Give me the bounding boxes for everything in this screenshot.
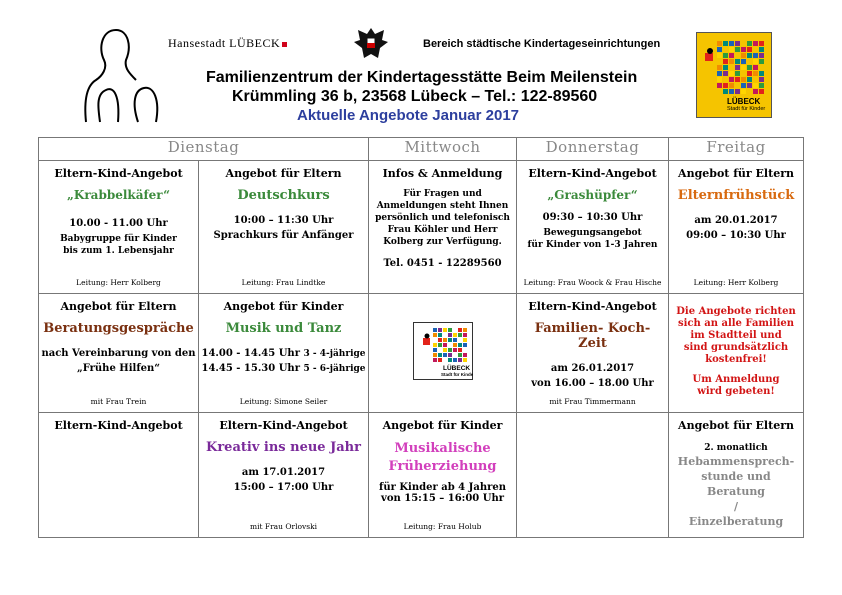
offer-eltern-kind-empty: Eltern-Kind-Angebot [39, 413, 199, 538]
offer-musikalische-frueherziehung: Angebot für Kinder Musikalische Früherziehung für Kinder ab 4 Jahren von 15:15 – 16:00 Uhr Leitung: Frau Holub [369, 413, 517, 538]
day-header-donnerstag: Donnerstag [517, 138, 669, 161]
offer-elternfruehstueck: Angebot für Eltern Elternfrühstück am 20.01.2017 09:00 – 10:30 Uhr Leitung: Herr Kolberg [669, 161, 804, 294]
offer-beratungsgespraeche: Angebot für Eltern Beratungsgespräche nach Vereinbarung von den „Frühe Hilfen“ mit Frau Trein [39, 294, 199, 413]
page-title: Familienzentrum der Kindertagesstätte Beim Meilenstein [206, 69, 638, 86]
offer-musik-und-tanz: Angebot für Kinder Musik und Tanz 14.00 - 14.45 Uhr 3 - 4-jährige 14.45 - 15.30 Uhr 5 - 6-jährige Leitung: Simone Seiler [199, 294, 369, 413]
notice-cell: Die Angebote richten sich an alle Familien im Stadtteil und sind grundsätzlich kostenfrei! Um Anmeldung wird gebeten! [669, 294, 804, 413]
day-header-dienstag: Dienstag [39, 138, 369, 161]
family-silhouette-logo [78, 24, 168, 124]
offer-hebammensprechstunde: Angebot für Eltern 2. monatlich Hebammensprech- stunde und Beratung / Einzelberatung [669, 413, 804, 538]
offer-familien-koch-zeit: Eltern-Kind-Angebot Familien- Koch- Zeit am 26.01.2017 von 16.00 – 18.00 Uhr mit Frau Timmermann [517, 294, 669, 413]
city-logo-text: Hansestadt LÜBECK [168, 36, 287, 51]
offer-grashuepfer: Eltern-Kind-Angebot „Grashüpfer“ 09:30 – 10:30 Uhr Bewegungsangebot für Kinder von 1-3 Jahren Leitung: Frau Woock & Frau Hische [517, 161, 669, 294]
department-label: Bereich städtische Kindertageseinrichtungen [423, 38, 661, 50]
offer-kreativ-ins-neue-jahr: Eltern-Kind-Angebot Kreativ ins neue Jahr am 17.01.2017 15:00 – 17:00 Uhr mit Frau Orlovski [199, 413, 369, 538]
center-logo-cell [369, 294, 517, 413]
day-header-freitag: Freitag [669, 138, 804, 161]
address-line: Krümmling 36 b, 23568 Lübeck – Tel.: 122-89560 [232, 88, 598, 105]
subtitle: Aktuelle Angebote Januar 2017 [297, 107, 520, 124]
day-header-mittwoch: Mittwoch [369, 138, 517, 161]
offer-krabbelkaefer: Eltern-Kind-Angebot „Krabbelkäfer“ 10.00 - 11.00 Uhr Babygruppe für Kinder bis zum 1. Lebensjahr Leitung: Herr Kolberg [39, 161, 199, 294]
svg-text:Stadt für Kinder: Stadt für Kinder [440, 372, 473, 377]
eagle-crest-icon [352, 24, 390, 64]
offer-deutschkurs: Angebot für Eltern Deutschkurs 10:00 – 11:30 Uhr Sprachkurs für Anfänger Leitung: Frau Lindtke [199, 161, 369, 294]
svg-text:LÜBECK: LÜBECK [442, 365, 470, 372]
info-anmeldung: Infos & Anmeldung Für Fragen und Anmeldungen steht Ihnen persönlich und telefonisch Frau Köhler und Herr Kolberg zur Verfügung. Tel. 0451 - 12289560 [369, 161, 517, 294]
schedule-table [38, 137, 804, 538]
stadt-fuer-kinder-small-logo [413, 322, 473, 380]
empty-cell [517, 413, 669, 538]
stadt-fuer-kinder-logo: LÜBECK Stadt für Kinder [696, 32, 772, 118]
